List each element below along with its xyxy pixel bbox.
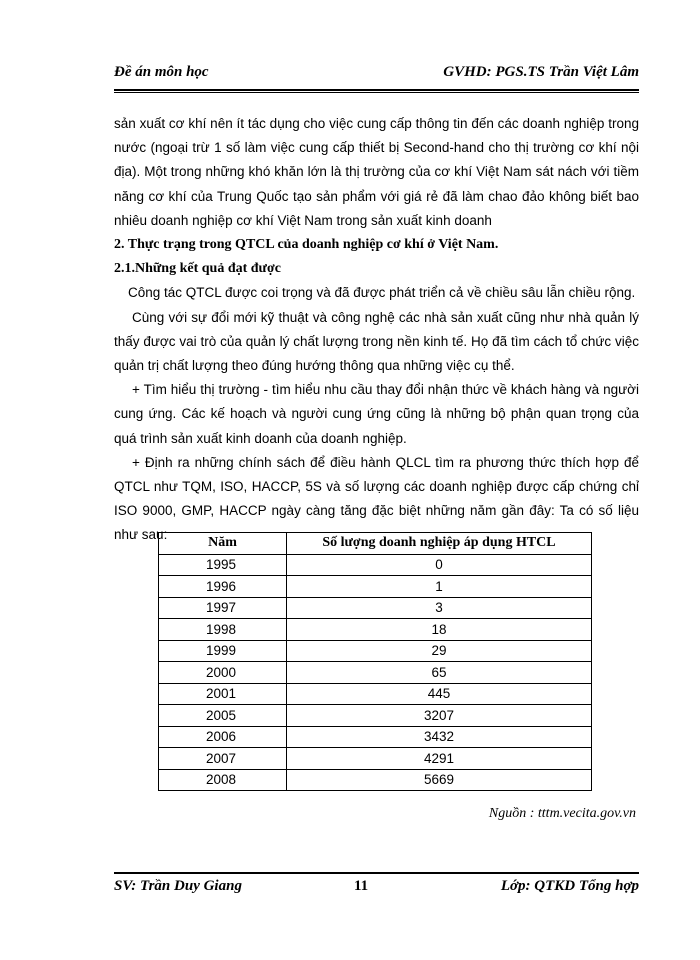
paragraph-qtcl: Công tác QTCL được coi trọng và đã được phát triển cả về chiều sâu lẫn chiều rộng. [128, 285, 636, 301]
cell-count: 1 [287, 576, 592, 598]
table-row [159, 705, 592, 727]
cell-year: 1997 [159, 597, 287, 619]
cell-count: 65 [287, 662, 592, 684]
document-body [114, 112, 639, 548]
table-row [159, 726, 592, 748]
cell-year: 2001 [159, 683, 287, 705]
cell-year: 2008 [159, 769, 287, 791]
table-row [159, 576, 592, 598]
paragraph-market-research: + Tìm hiểu thị trường - tìm hiểu nhu cầu thay đổi nhận thức về khách hàng và người cung ứng. Các kế hoạch và người cung ứng cũng là những bộ phận quan trọng của quá trình sản xuất kinh doanh của doanh nghiệp. [114, 382, 639, 446]
page-footer [114, 878, 639, 900]
cell-count: 18 [287, 619, 592, 641]
table-row [159, 683, 592, 705]
paragraph-innovation: Cùng với sự đổi mới kỹ thuật và công nghệ các nhà sản xuất cũng như nhà quản lý thấy được vai trò của quản lý chất lượng trong nền kinh tế. Họ đã tìm cách tổ chức việc quản trị chất lượng theo đúng hướng thông qua những việc cụ thể. [114, 309, 639, 374]
table-row [159, 597, 592, 619]
section-heading: 2. Thực trạng trong QTCL của doanh nghiệp cơ khí ở Việt Nam. [114, 237, 499, 253]
cell-year: 1998 [159, 619, 287, 641]
column-header-count: Số lượng doanh nghiệp áp dụng HTCL [287, 533, 592, 555]
subsection-heading: 2.1.Những kết quả đạt được [114, 261, 281, 277]
page-header [114, 64, 639, 86]
cell-count: 29 [287, 640, 592, 662]
table-header-row [159, 533, 592, 555]
table-row [159, 748, 592, 770]
table-row [159, 619, 592, 641]
header-supervisor: GVHD: PGS.TS Trần Việt Lâm [443, 64, 639, 80]
cell-year: 1995 [159, 554, 287, 576]
cell-year: 2000 [159, 662, 287, 684]
header-divider [114, 89, 639, 93]
cell-year: 2007 [159, 748, 287, 770]
table-row [159, 662, 592, 684]
cell-count: 3 [287, 597, 592, 619]
cell-year: 2006 [159, 726, 287, 748]
cell-count: 3432 [287, 726, 592, 748]
cell-count: 3207 [287, 705, 592, 727]
cell-year: 2005 [159, 705, 287, 727]
certification-table [158, 532, 592, 791]
cell-count: 0 [287, 554, 592, 576]
table-body [159, 554, 592, 791]
paragraph-intro: sản xuất cơ khí nên ít tác dụng cho việc cung cấp thông tin đến các doanh nghiệp trong nước (ngoại trừ 1 số làm việc cung cấp thiết bị Second-hand cho thị trường cơ khí nội địa). Một trong những khó khăn lớn là thị trường của cơ khí Việt Nam sát nách với tiềm năng cơ khí của Trung Quốc tạo sản phẩm với giá rẻ đã làm chao đảo không biết bao nhiêu doanh nghiệp cơ khí Việt Nam trong sản xuất kinh doanh [114, 116, 639, 228]
cell-year: 1996 [159, 576, 287, 598]
table-row [159, 769, 592, 791]
footer-divider [114, 872, 639, 874]
table-row [159, 640, 592, 662]
column-header-year: Năm [159, 533, 287, 555]
cell-count: 445 [287, 683, 592, 705]
source-citation: Nguồn : tttm.vecita.gov.vn [488, 806, 636, 821]
table-row [159, 554, 592, 576]
page-number: 11 [354, 878, 369, 894]
paragraph-policies: + Định ra những chính sách để điều hành QLCL tìm ra phương thức thích hợp để QTCL như TQM, ISO, HACCP, 5S và số lượng các doanh nghiệp được cấp chứng chỉ ISO 9000, GMP, HACCP ngày càng tăng đặc biệt những năm gần đây: Ta có số liệu như sau: [114, 454, 639, 543]
cell-year: 1999 [159, 640, 287, 662]
cell-count: 4291 [287, 748, 592, 770]
footer-class: Lớp: QTKD Tổng hợp [500, 878, 639, 894]
header-course-title: Đề án môn học [114, 64, 209, 80]
cell-count: 5669 [287, 769, 592, 791]
footer-student: SV: Trần Duy Giang [114, 878, 242, 894]
